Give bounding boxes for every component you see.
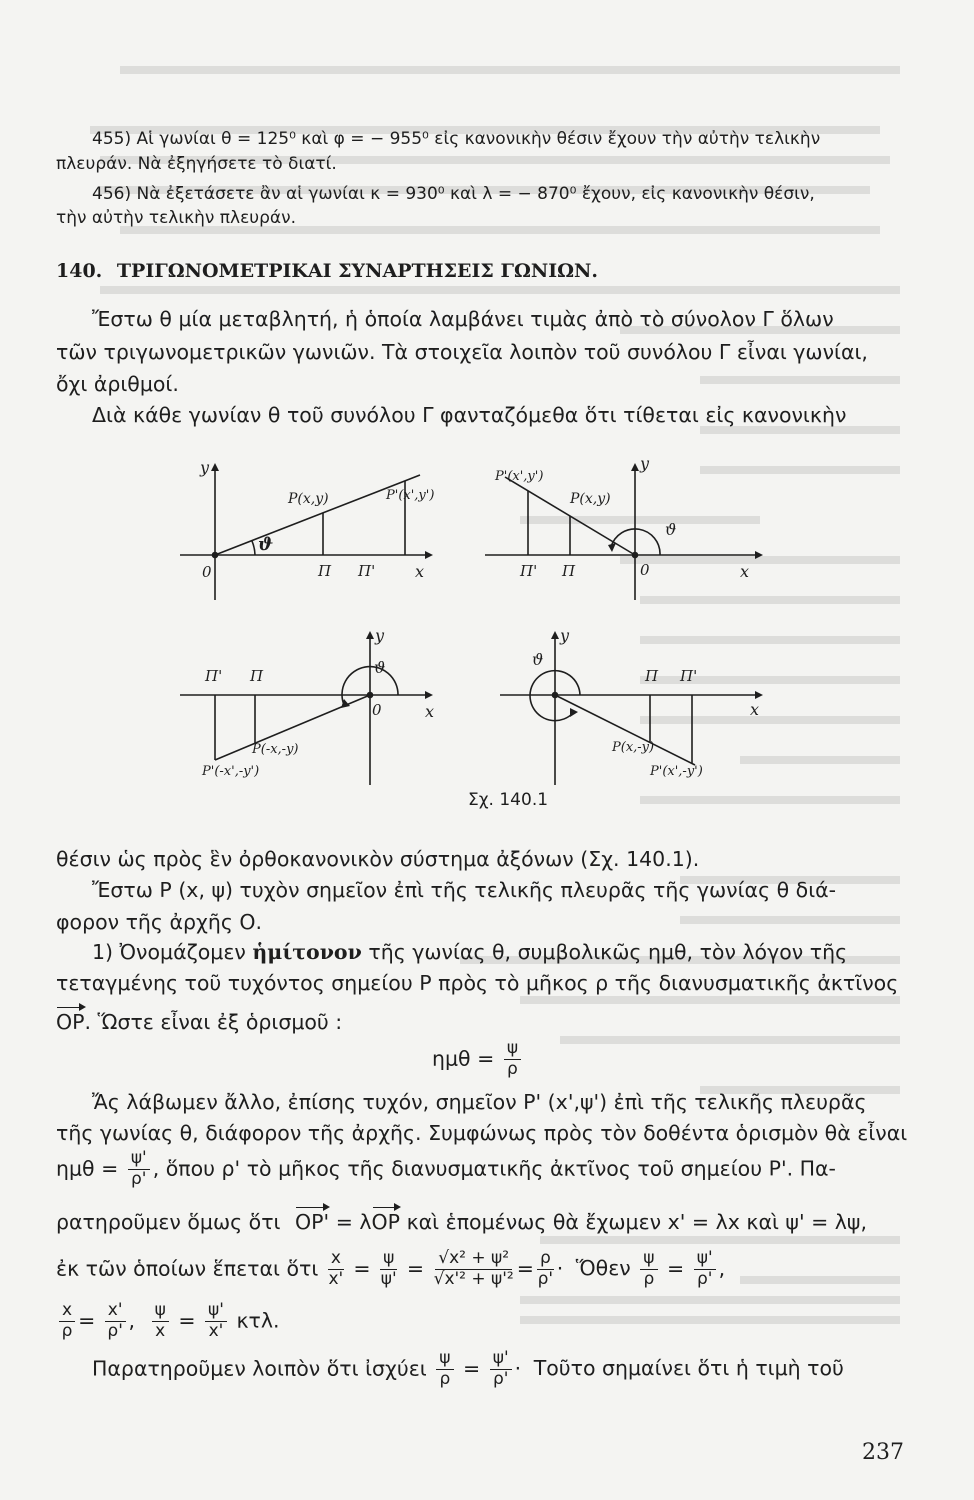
label-n-prime: Π': [358, 562, 376, 580]
intro-line-4: Διὰ κάθε γωνίαν θ τοῦ συνόλου Γ φανταζόμεθα ὅτι τίθεται εἰς κανονικὴν: [92, 403, 847, 427]
intro-line-3: ὄχι ἀριθμοί.: [56, 372, 179, 396]
l6-rest: . Ὥστε εἶναι ἐξ ὁρισμοῦ :: [84, 1010, 343, 1034]
numerator: ψ: [436, 1350, 453, 1370]
l13-pre: Παρατηροῦμεν λοιπὸν ὅτι ἰσχύει: [92, 1356, 427, 1381]
section-number: 140.: [56, 260, 103, 282]
label-p-prime: P'(x',y'): [386, 488, 435, 503]
denominator: x': [328, 1268, 344, 1289]
numerator: ψ': [490, 1350, 512, 1370]
dot: ·: [556, 1256, 564, 1281]
label-origin: 0: [372, 701, 382, 719]
label-p-prime: P'(-x',-y'): [202, 764, 260, 779]
page-number: 237: [862, 1440, 904, 1465]
label-p: P(-x,-y): [252, 742, 299, 757]
l10-post: καὶ ἑπομένως θὰ ἔχωμεν x' = λx καὶ ψ' = λψ,: [406, 1210, 867, 1234]
l11-pre: ἐκ τῶν ὁποίων ἕπεται ὅτι: [56, 1256, 319, 1281]
fraction-psi-rho: [504, 1040, 521, 1079]
l10-mid: = λ: [335, 1210, 372, 1234]
body-line-8: τῆς γωνίας θ, διάφορον τῆς ἀρχῆς. Συμφώνως πρὸς τὸν δοθέντα ὁρισμὸν θὰ εἶναι: [56, 1121, 908, 1145]
fraction-psi-prime-rho-prime: [128, 1150, 150, 1189]
exercise-455-line1: 455) Αἱ γωνίαι θ = 125⁰ καὶ φ = − 955⁰ εἰς κανονικὴν θέσιν ἔχουν τὴν αὐτὴν τελικὴν: [92, 129, 821, 149]
numerator: x: [328, 1250, 344, 1270]
fraction-psiprime-rhoprime: [694, 1250, 716, 1289]
label-origin: 0: [202, 563, 212, 581]
label-p-prime: P'(x',y'): [495, 469, 544, 484]
equals: =: [178, 1308, 196, 1333]
label-y: y: [375, 626, 385, 645]
l11-then: Ὅθεν: [575, 1256, 631, 1281]
body-line-12: [56, 1302, 280, 1341]
body-line-6: [56, 1010, 342, 1034]
label-n: Π: [562, 562, 576, 580]
l10-pre: ρατηροῦμεν ὅμως ὅτι: [56, 1210, 281, 1234]
denominator: ρ': [131, 1168, 147, 1189]
fraction-psiprime-rhoprime: [490, 1350, 512, 1389]
label-origin: 0: [640, 561, 650, 579]
formula-lhs: ημθ =: [432, 1046, 495, 1071]
numerator: ψ: [504, 1040, 521, 1060]
body-line-3: φορον τῆς ἀρχῆς Ο.: [56, 910, 263, 934]
l12-end: κτλ.: [236, 1308, 280, 1333]
exercise-455-line2: πλευράν. Νὰ ἐξηγήσετε τὸ διατί.: [56, 154, 337, 174]
numerator: x': [105, 1302, 126, 1322]
label-y: y: [200, 458, 210, 477]
denominator: x': [208, 1320, 224, 1341]
dot: ·: [514, 1356, 522, 1381]
numerator: ψ': [128, 1150, 150, 1170]
figure-140-1: [150, 455, 770, 820]
body-line-1: θέσιν ὡς πρὸς ἓν ὀρθοκανονικὸν σύστημα ἀξόνων (Σχ. 140.1).: [56, 847, 700, 871]
fraction-x-xprime: [328, 1250, 344, 1289]
label-n-prime: Π': [520, 562, 538, 580]
term-sine: ἡμίτονον: [252, 940, 362, 964]
diagram-quadrant-1: [180, 463, 433, 600]
l4-post: τῆς γωνίας θ, συμβολικῶς ημθ, τὸν λόγον τῆς: [368, 940, 848, 964]
denominator: ρ: [507, 1058, 518, 1079]
label-x: x: [750, 700, 760, 719]
body-line-4: [92, 940, 847, 964]
numerator: ψ': [694, 1250, 716, 1270]
fraction-x-rho: [59, 1302, 75, 1341]
numerator: ρ: [537, 1250, 554, 1270]
label-p: P(x,-y): [612, 740, 655, 755]
l9-pre: ημθ =: [56, 1156, 119, 1181]
label-p: P(x,y): [288, 491, 329, 507]
numerator: ψ': [205, 1302, 227, 1322]
denominator: ρ': [107, 1320, 123, 1341]
numerator: √x² + ψ²: [435, 1250, 512, 1270]
intro-line-1: Ἔστω θ μία μεταβλητή, ἡ ὁποία λαμβάνει τιμὰς ἀπὸ τὸ σύνολον Γ ὅλων: [92, 307, 834, 331]
label-y: y: [640, 455, 650, 473]
angle-arc: [252, 541, 255, 555]
fraction-rho-rhoprime: [537, 1250, 554, 1289]
comma: ,: [718, 1256, 726, 1281]
equals: =: [353, 1256, 371, 1281]
body-line-2: Ἔστω Ρ (x, ψ) τυχὸν σημεῖον ἐπὶ τῆς τελικῆς πλευρᾶς τῆς γωνίας θ διά-: [92, 878, 837, 902]
label-x: x: [425, 702, 435, 721]
fraction-sqrt: [434, 1250, 514, 1289]
l9-post: , ὅπου ρ' τὸ μῆκος τῆς διανυσματικῆς ἀκτῖνος τοῦ σημείου Ρ'. Πα-: [152, 1156, 836, 1181]
denominator: √x'² + ψ'²: [433, 1268, 514, 1289]
section-title: ΤΡΙΓΩΝΟΜΕΤΡΙΚΑΙ ΣΥΝΑΡΤΗΣΕΙΣ ΓΩΝΙΩΝ.: [116, 260, 599, 282]
fraction-xprime-rhoprime: [105, 1302, 126, 1341]
formula-sine-definition: [432, 1040, 524, 1079]
denominator: ρ': [696, 1268, 713, 1289]
label-y: y: [560, 626, 570, 645]
vector-op: ΟΡ: [371, 1210, 401, 1234]
label-n: Π: [250, 667, 264, 685]
fraction-psi-psiprime: [380, 1250, 397, 1289]
body-line-10: [56, 1210, 867, 1234]
label-p: P(x,y): [570, 491, 611, 507]
label-n-prime: Π': [205, 667, 223, 685]
fraction-psi-rho: [640, 1250, 657, 1289]
denominator: ρ': [537, 1268, 554, 1289]
fraction-psi-rho: [436, 1350, 453, 1389]
denominator: x: [155, 1320, 166, 1341]
fraction-psi-x: [152, 1302, 169, 1341]
numerator: ψ: [152, 1302, 169, 1322]
label-theta: ϑ: [374, 658, 386, 677]
label-theta: ϑ: [532, 650, 544, 669]
fraction-psiprime-xprime: [205, 1302, 227, 1341]
numerator: x: [59, 1302, 75, 1322]
body-line-11: [56, 1250, 725, 1289]
body-line-7: Ἄς λάβωμεν ἄλλο, ἐπίσης τυχόν, σημεῖον Ρ' (x',ψ') ἐπὶ τῆς τελικῆς πλευρᾶς: [92, 1090, 867, 1114]
vector-op-prime: ΟΡ': [295, 1210, 330, 1234]
equals: =: [516, 1256, 534, 1281]
label-p-prime: P'(x',-y'): [650, 764, 703, 779]
body-line-5: τεταγμένης τοῦ τυχόντος σημείου Ρ πρὸς τὸ μῆκος ρ τῆς διανυσματικῆς ἀκτῖνος: [56, 971, 899, 995]
numerator: ψ: [380, 1250, 397, 1270]
label-n-prime: Π': [680, 667, 698, 685]
label-x: x: [415, 562, 425, 581]
figure-caption: Σχ. 140.1: [468, 790, 549, 810]
vector-op: ΟΡ: [56, 1010, 85, 1034]
label-n: Π: [645, 667, 659, 685]
equals: =: [667, 1256, 685, 1281]
section-heading: [56, 260, 598, 282]
denominator: ρ: [439, 1368, 451, 1389]
label-n: Π: [318, 562, 332, 580]
equals: =: [463, 1356, 481, 1381]
numerator: ψ: [640, 1250, 657, 1270]
exercise-456-line2: τὴν αὐτὴν τελικὴν πλευράν.: [56, 208, 297, 228]
l13-post: Τοῦτο σημαίνει ὅτι ἡ τιμὴ τοῦ: [533, 1356, 844, 1381]
intro-line-2: τῶν τριγωνομετρικῶν γωνιῶν. Τὰ στοιχεῖα λοιπὸν τοῦ συνόλου Γ εἶναι γωνίαι,: [56, 340, 868, 364]
equals: =: [78, 1308, 96, 1333]
denominator: ρ: [643, 1268, 655, 1289]
body-line-9: [56, 1150, 836, 1189]
label-x: x: [740, 562, 750, 581]
denominator: ρ: [61, 1320, 73, 1341]
l4-pre: 1) Ὀνομάζομεν: [92, 940, 246, 964]
terminal-side: [215, 475, 420, 555]
label-theta: ϑ: [665, 520, 677, 539]
denominator: ψ': [380, 1268, 397, 1289]
body-line-13: [92, 1350, 844, 1389]
denominator: ρ': [492, 1368, 509, 1389]
exercise-456-line1: 456) Νὰ ἐξετάσετε ἂν αἱ γωνίαι κ = 930⁰ καὶ λ = − 870⁰ ἔχουν, εἰς κανονικὴν θέσιν,: [92, 184, 815, 204]
diagram-quadrant-3: [180, 631, 433, 785]
equals: =: [406, 1256, 425, 1281]
label-theta: ϑ: [258, 534, 274, 555]
comma: ,: [128, 1308, 136, 1333]
